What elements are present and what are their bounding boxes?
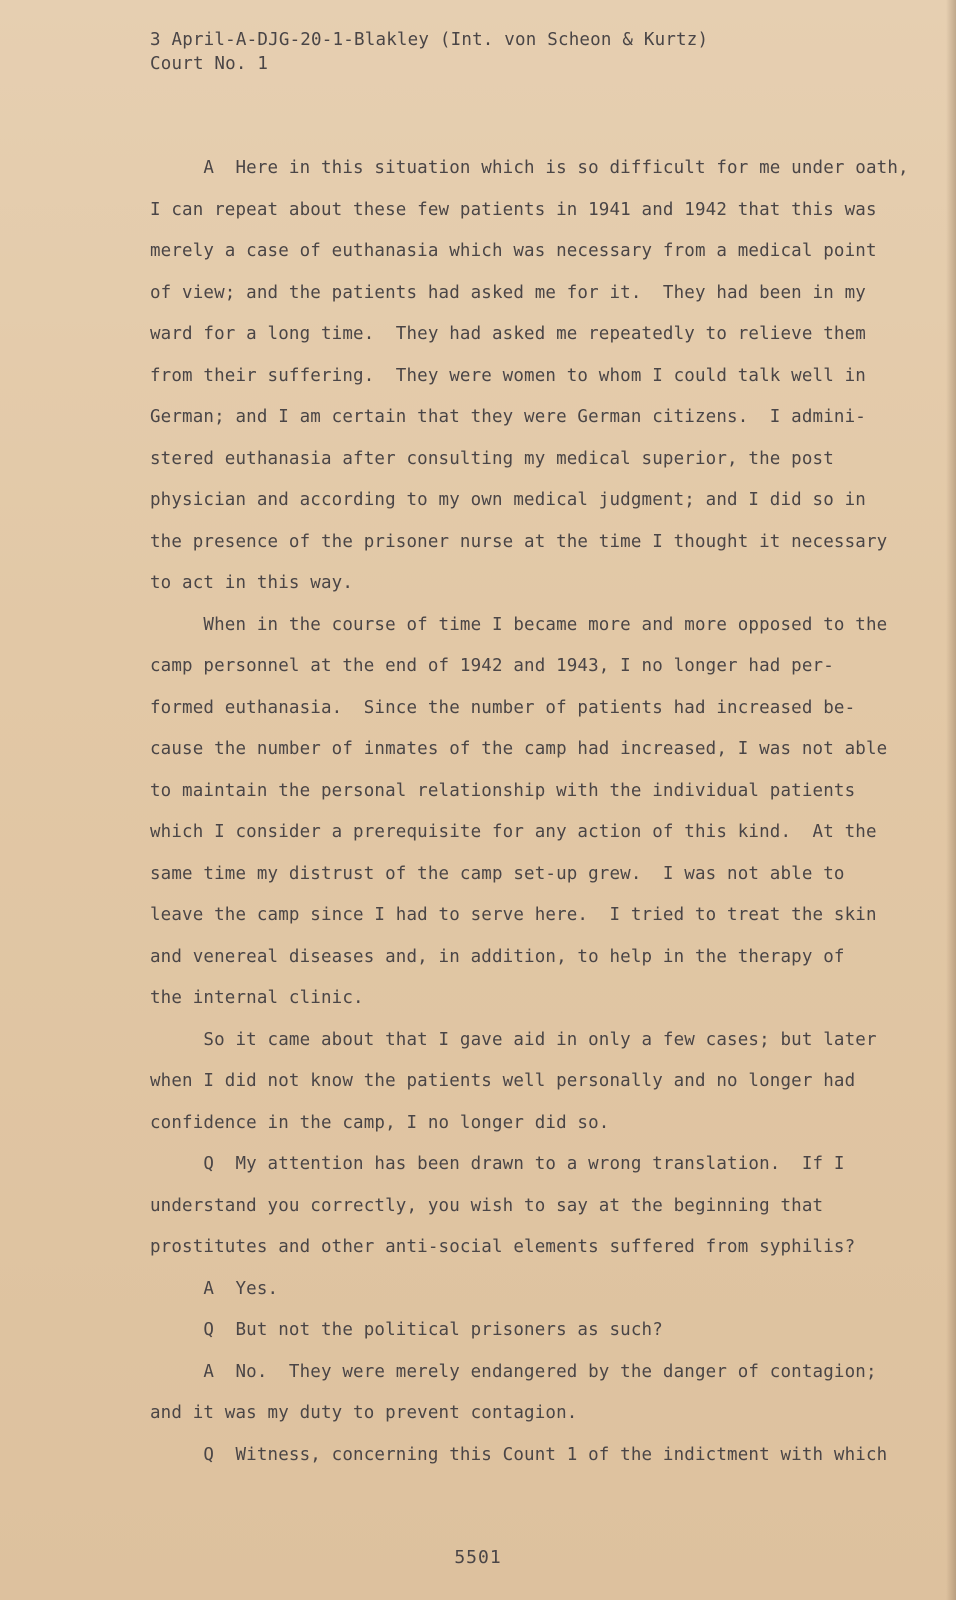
transcript-line: to act in this way. <box>150 573 354 593</box>
transcript-line: formed euthanasia. Since the number of patients had increased be- <box>150 697 856 718</box>
transcript-line: Q But not the political prisoners as such? <box>150 1320 663 1340</box>
transcript-line: leave the camp since I had to serve here. I tried to treat the skin <box>150 905 877 925</box>
transcript-line: A Here in this situation which is so difficult for me under oath, <box>150 158 909 178</box>
transcript-line: which I consider a prerequisite for any action of this kind. At the <box>150 822 877 842</box>
transcript-line: understand you correctly, you wish to say at the beginning that <box>150 1195 824 1216</box>
transcript-line: So it came about that I gave aid in only a few cases; but later <box>150 1029 877 1050</box>
transcript-line: physician and according to my own medical judgment; and I did so in <box>150 490 866 510</box>
transcript-body <box>150 148 909 1476</box>
page-number: 5501 <box>454 1547 502 1568</box>
transcript-line: and it was my duty to prevent contagion. <box>150 1403 578 1423</box>
transcript-line: A No. They were merely endangered by the danger of contagion; <box>150 1361 877 1382</box>
transcript-line: the internal clinic. <box>150 988 364 1008</box>
transcript-line: prostitutes and other anti-social elements suffered from syphilis? <box>150 1237 856 1257</box>
transcript-line: ward for a long time. They had asked me repeatedly to relieve them <box>150 324 866 344</box>
transcript-line: from their suffering. They were women to whom I could talk well in <box>150 365 866 386</box>
transcript-line: cause the number of inmates of the camp had increased, I was not able <box>150 739 888 759</box>
transcript-line: Q Witness, concerning this Count 1 of the indictment with which <box>150 1444 888 1465</box>
transcript-line: camp personnel at the end of 1942 and 1943, I no longer had per- <box>150 656 834 676</box>
transcript-line: merely a case of euthanasia which was necessary from a medical point <box>150 241 877 261</box>
transcript-line: when I did not know the patients well personally and no longer had <box>150 1071 856 1091</box>
transcript-line: same time my distrust of the camp set-up grew. I was not able to <box>150 863 845 884</box>
transcript-line: confidence in the camp, I no longer did so. <box>150 1112 610 1133</box>
transcript-line: Q My attention has been drawn to a wrong translation. If I <box>150 1154 845 1174</box>
transcript-line: and venereal diseases and, in addition, to help in the therapy of <box>150 946 845 967</box>
transcript-line: the presence of the prisoner nurse at the time I thought it necessary <box>150 531 888 552</box>
transcript-line: When in the course of time I became more and more opposed to the <box>150 614 888 635</box>
header-line-1: 3 April-A-DJG-20-1-Blakley (Int. von Scheon & Kurtz) <box>150 30 709 50</box>
header-line-2: Court No. 1 <box>150 54 269 74</box>
transcript-line: to maintain the personal relationship with the individual patients <box>150 780 856 801</box>
transcript-line: A Yes. <box>150 1278 279 1299</box>
transcript-line: German; and I am certain that they were German citizens. I admini- <box>150 407 866 427</box>
transcript-line: of view; and the patients had asked me for it. They had been in my <box>150 282 866 303</box>
document-header <box>150 28 708 76</box>
transcript-line: stered euthanasia after consulting my medical superior, the post <box>150 448 834 469</box>
transcript-line: I can repeat about these few patients in 1941 and 1942 that this was <box>150 199 877 220</box>
